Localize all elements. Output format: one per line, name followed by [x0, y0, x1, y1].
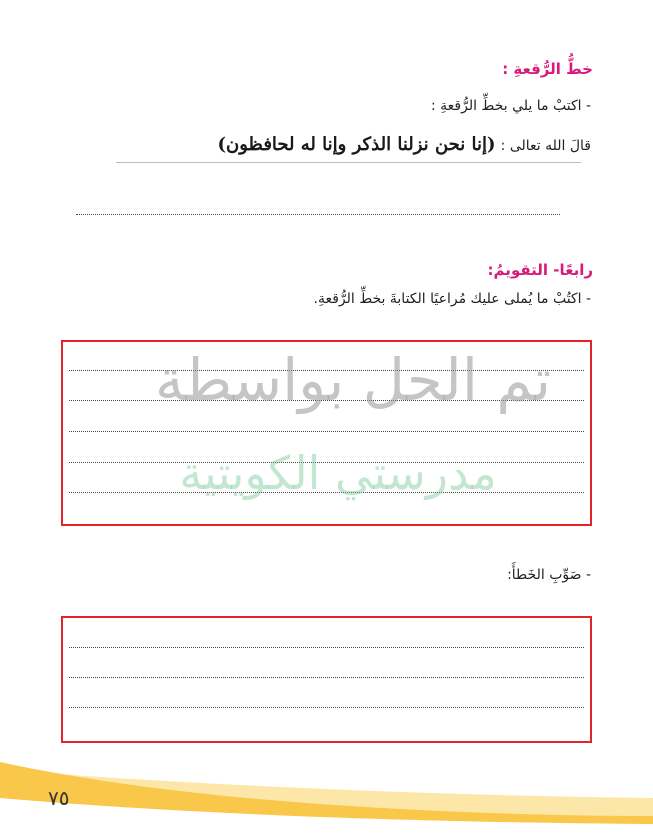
quote-underline [116, 162, 581, 163]
correct-instruction: - صَوِّبِ الخَطأَ: [507, 567, 591, 583]
watermark-line-2: مدرستي الكويتية [179, 446, 497, 500]
evaluation-heading: رابعًا- التقويمُ: [487, 261, 593, 279]
correction-line-1[interactable] [69, 647, 584, 648]
page-number: ٧٥ [48, 786, 70, 810]
ruqaa-writing-line[interactable] [76, 214, 560, 215]
dictation-line-3[interactable] [69, 431, 584, 432]
watermark-line-1: تم الحل بواسطة [154, 346, 552, 414]
ruqaa-instruction: - اكتبْ ما يلي بخطِّ الرُّقعةِ : [430, 98, 591, 114]
correction-box [61, 616, 592, 743]
ruqaa-heading: خطُّ الرُّقعةِ : [502, 60, 593, 78]
evaluation-instruction: - اكتُبْ ما يُملى عليك مُراعيًا الكتابةَ بخطِّ الرُّقعةِ. [313, 291, 591, 307]
quote-prefix: قالَ الله تعالى : [500, 138, 591, 154]
correction-line-3[interactable] [69, 707, 584, 708]
quote-line [111, 134, 591, 155]
footer-wave [0, 740, 653, 840]
correction-line-2[interactable] [69, 677, 584, 678]
quote-text: (إنا نحن نزلنا الذكر وإنا له لحافظون) [217, 134, 496, 155]
